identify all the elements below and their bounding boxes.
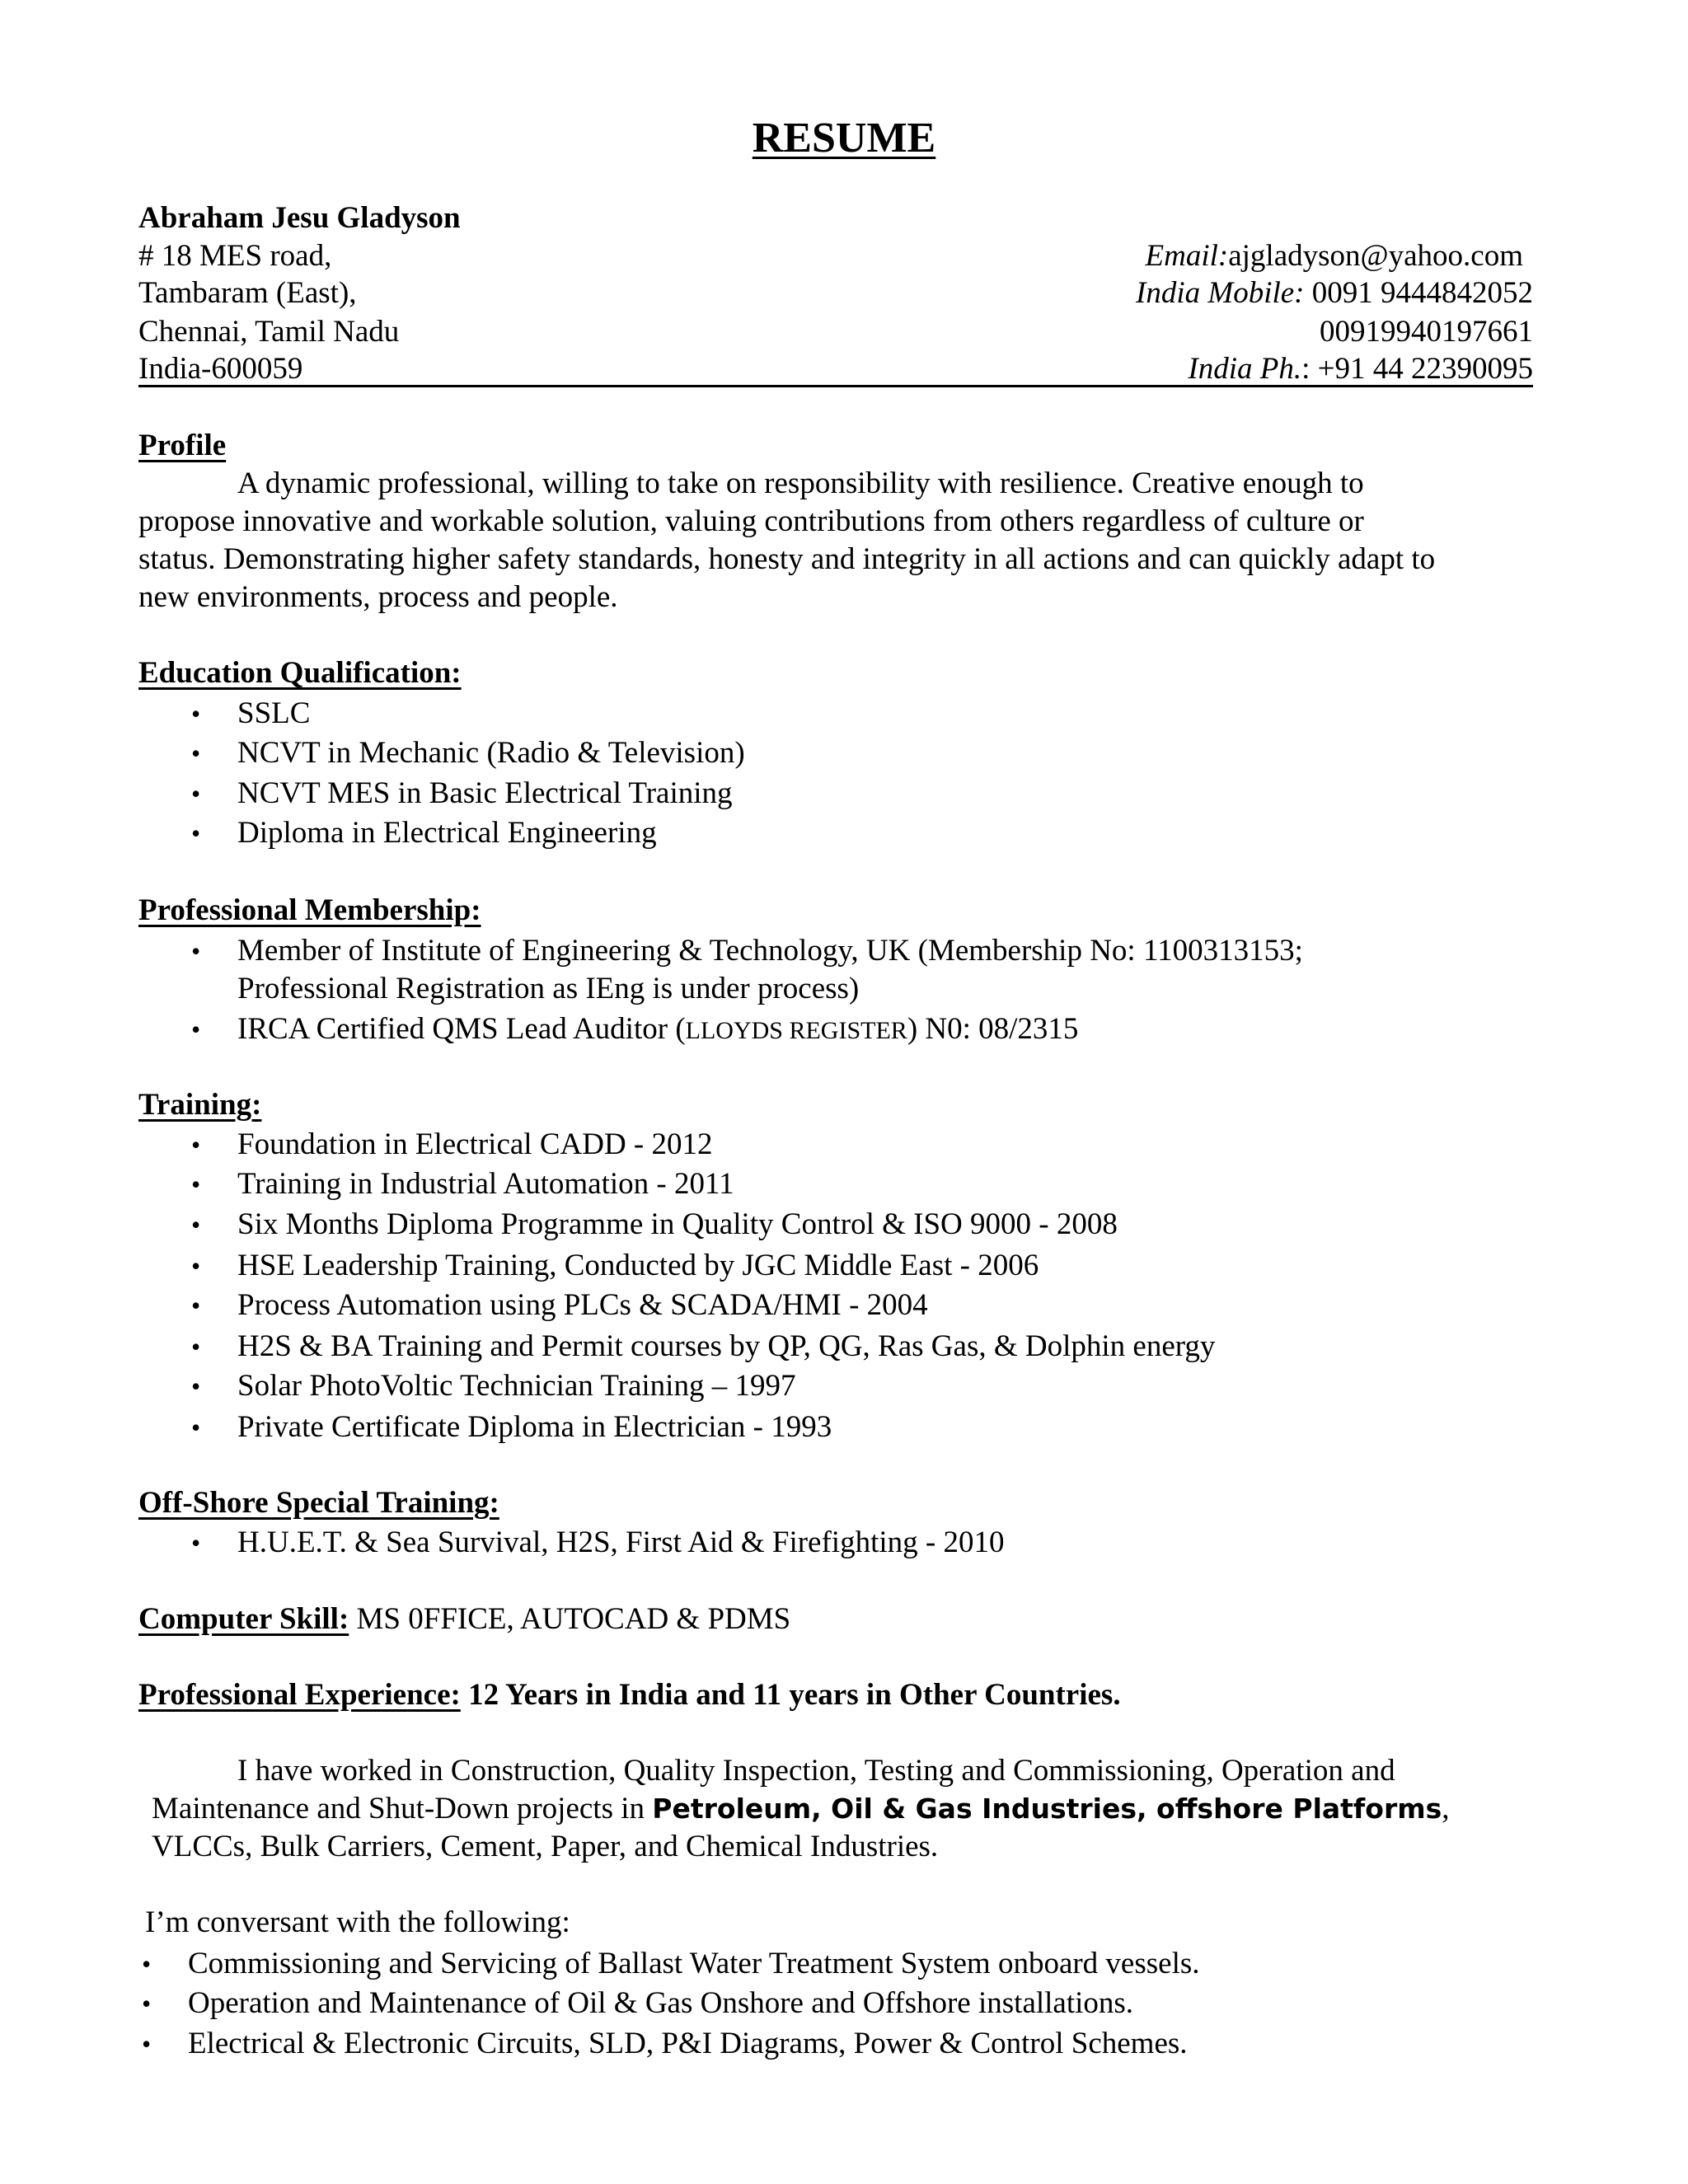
profile-line-2: propose innovative and workable solution, valuing contributions from others regardless of culture or xyxy=(138,504,1364,538)
profile-line-1: A dynamic professional, willing to take on responsibility with resilience. Creative enough to xyxy=(237,466,1364,500)
experience-industries: Petroleum, Oil & Gas Industries, offshore Platforms xyxy=(652,1793,1442,1825)
bullet-icon: • xyxy=(142,1989,152,2018)
registrar-name: LLOYDS REGISTER xyxy=(685,1017,907,1044)
training-item: Private Certificate Diploma in Electrician - 1993 xyxy=(237,1410,832,1444)
training-item: Six Months Diploma Programme in Quality Control & ISO 9000 - 2008 xyxy=(237,1207,1118,1241)
mobile-number-1: 0091 9444842052 xyxy=(1304,276,1533,310)
mobile-line-1 xyxy=(1136,274,1533,312)
computer-skill-heading: Computer Skill: xyxy=(138,1602,349,1636)
bullet-icon: • xyxy=(191,699,201,729)
bullet-icon: • xyxy=(191,1413,201,1442)
experience-line xyxy=(138,1676,1121,1714)
bullet-icon: • xyxy=(191,738,201,768)
address-line-3: Chennai, Tamil Nadu xyxy=(138,315,400,349)
education-item: NCVT in Mechanic (Radio & Television) xyxy=(237,736,745,770)
training-item: HSE Leadership Training, Conducted by JGC Middle East - 2006 xyxy=(237,1249,1039,1282)
membership-item xyxy=(237,1010,1078,1050)
conversant-intro: I’m conversant with the following: xyxy=(145,1905,570,1939)
training-item: Process Automation using PLCs & SCADA/HMI - 2004 xyxy=(237,1288,928,1322)
bullet-icon: • xyxy=(191,818,201,848)
membership-item-text: IRCA Certified QMS Lead Auditor ( xyxy=(237,1012,686,1046)
computer-skill-value: MS 0FFICE, AUTOCAD & PDMS xyxy=(349,1602,791,1636)
bullet-icon: • xyxy=(191,1210,201,1240)
experience-para-line-2 xyxy=(152,1790,1540,1828)
bullet-icon: • xyxy=(191,1332,201,1361)
membership-item-line-2: Professional Registration as IEng is under process) xyxy=(237,972,860,1005)
education-item: NCVT MES in Basic Electrical Training xyxy=(237,776,733,810)
mobile-number-2: 00919940197661 xyxy=(1320,315,1533,349)
phone-number: : +91 44 22390095 xyxy=(1301,352,1533,386)
training-item: Foundation in Electrical CADD - 2012 xyxy=(237,1127,713,1161)
training-item: Solar PhotoVoltic Technician Training – 1997 xyxy=(237,1369,796,1403)
computer-skill-line xyxy=(138,1601,790,1638)
bullet-icon: • xyxy=(191,1371,201,1401)
education-item: SSLC xyxy=(237,696,311,730)
membership-number: ) N0: 08/2315 xyxy=(907,1012,1079,1046)
header-divider xyxy=(138,385,1533,387)
bullet-icon: • xyxy=(191,1251,201,1281)
bullet-icon: • xyxy=(191,1291,201,1320)
profile-heading: Profile xyxy=(138,429,227,462)
experience-heading: Professional Experience: xyxy=(138,1678,461,1712)
education-item: Diploma in Electrical Engineering xyxy=(237,816,657,850)
address-line-4: India-600059 xyxy=(138,352,303,386)
candidate-name: Abraham Jesu Gladyson xyxy=(138,201,461,235)
bullet-icon: • xyxy=(191,1528,201,1558)
bullet-icon: • xyxy=(191,1169,201,1199)
conversant-item: Commissioning and Servicing of Ballast Water Treatment System onboard vessels. xyxy=(188,1947,1200,1980)
email-line xyxy=(1146,237,1523,275)
experience-para-line-1: I have worked in Construction, Quality Inspection, Testing and Commissioning, Operation and xyxy=(237,1754,1395,1788)
membership-item-line-1: Member of Institute of Engineering & Technology, UK (Membership No: 1100313153; xyxy=(237,934,1303,968)
page-title: RESUME xyxy=(752,115,936,162)
conversant-item: Electrical & Electronic Circuits, SLD, P&I Diagrams, Power & Control Schemes. xyxy=(188,2027,1188,2060)
phone-line xyxy=(1188,350,1533,388)
offshore-heading: Off-Shore Special Training: xyxy=(138,1486,499,1520)
email-address[interactable]: ajgladyson@yahoo.com xyxy=(1228,239,1523,273)
training-item: Training in Industrial Automation - 2011 xyxy=(237,1167,734,1201)
education-heading: Education Qualification: xyxy=(138,656,462,690)
offshore-item: H.U.E.T. & Sea Survival, H2S, First Aid & Firefighting - 2010 xyxy=(237,1526,1005,1559)
bullet-icon: • xyxy=(142,2029,152,2059)
bullet-icon: • xyxy=(191,779,201,808)
profile-line-3: status. Demonstrating higher safety standards, honesty and integrity in all actions and can quickly adapt to xyxy=(138,542,1436,576)
email-label: Email: xyxy=(1145,239,1229,273)
conversant-item: Operation and Maintenance of Oil & Gas Onshore and Offshore installations. xyxy=(188,1986,1134,2020)
bullet-icon: • xyxy=(191,1130,201,1160)
phone-label: India Ph. xyxy=(1188,352,1302,386)
profile-line-4: new environments, process and people. xyxy=(138,580,618,614)
membership-heading: Professional Membership: xyxy=(138,893,481,927)
experience-para-text: Maintenance and Shut-Down projects in xyxy=(152,1792,645,1825)
bullet-icon: • xyxy=(191,936,201,966)
bullet-icon: • xyxy=(191,1015,201,1044)
address-line-2: Tambaram (East), xyxy=(138,276,357,310)
bullet-icon: • xyxy=(142,1949,152,1979)
experience-para-comma: , xyxy=(1442,1792,1450,1825)
training-item: H2S & BA Training and Permit courses by QP, QG, Ras Gas, & Dolphin energy xyxy=(237,1329,1216,1363)
experience-summary: 12 Years in India and 11 years in Other Countries. xyxy=(460,1678,1121,1712)
address-line-1: # 18 MES road, xyxy=(138,239,332,273)
experience-para-line-3: VLCCs, Bulk Carriers, Cement, Paper, and Chemical Industries. xyxy=(152,1830,939,1863)
mobile-label: India Mobile: xyxy=(1136,276,1305,310)
training-heading: Training: xyxy=(138,1088,262,1122)
